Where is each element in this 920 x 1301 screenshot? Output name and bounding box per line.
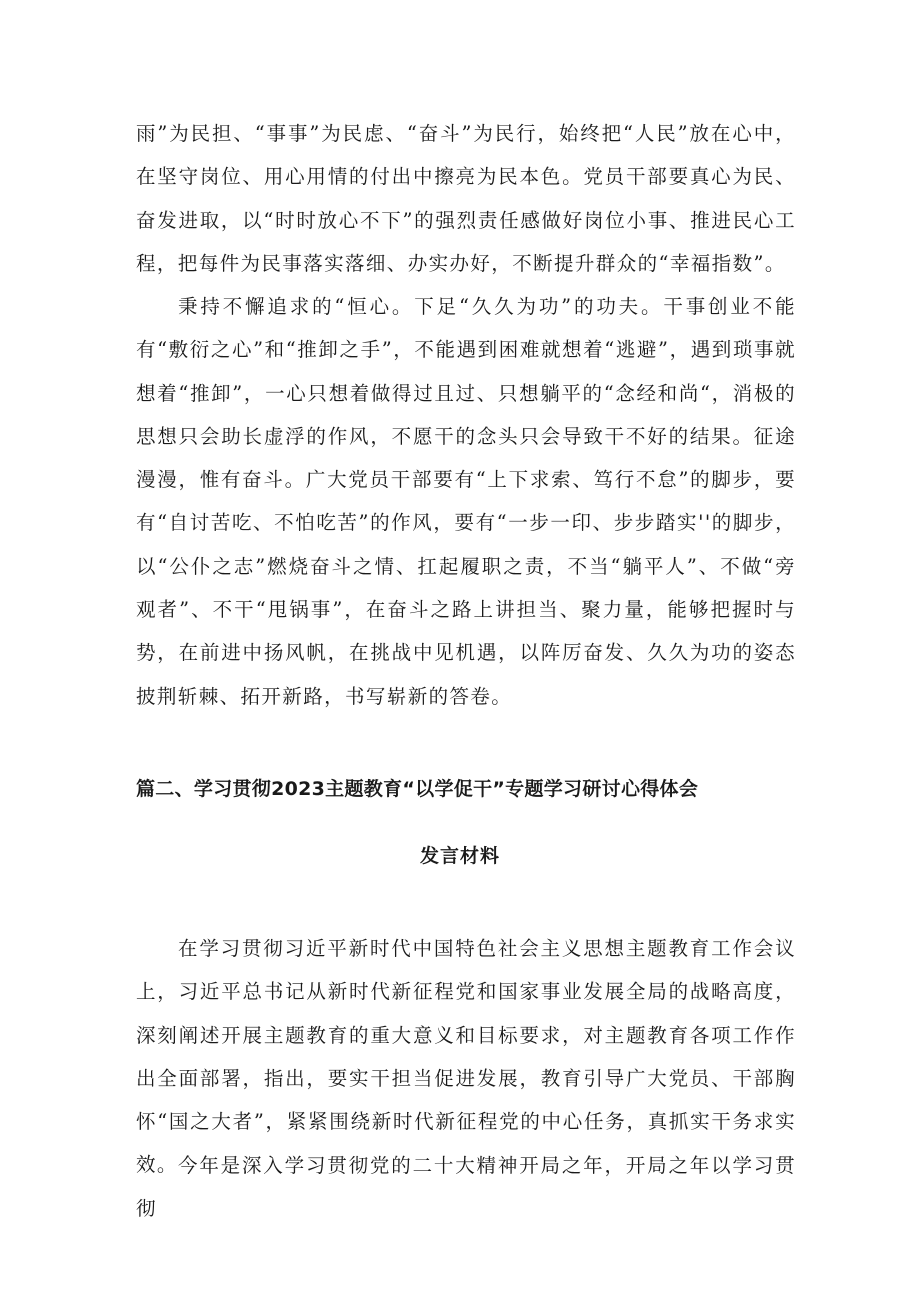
- section-heading-line2: 发言材料: [419, 845, 500, 867]
- section-heading-line1: 篇二、学习贯彻2023主题教育“以学促干”专题学习研讨心得体会: [136, 778, 699, 800]
- paragraph-this-year: 今年是深入学习贯彻党的二十大精神开局之年，开局之年以学习贯彻: [136, 1154, 796, 1221]
- paragraph-continuation: 雨”为民担、“事事”为民虑、“奋斗”为民行，始终把“人民”放在心中，在坚守岗位、用心用情的付出中擦亮为民本色。党员干部要真心为民、奋发进取，以“时时放心不下”的强烈责任感做好岗位小事、推进民心工程，把每件为民事落实落细、办实办好，不断提升群众的“幸福指数”。: [136, 122, 796, 275]
- paragraph-perseverance: 秉持不懈追求的“恒心。下足“久久为功”的功夫。干事创业不能有“敷衍之心”和“推卸之手”，不能遇到困难就想着“逃避”，遇到琐事就想着“推卸”，一心只想着做得过且过、只想躺平的“念经和尚“，消极的思想只会助长虚浮的作风，不愿干的念头只会导致干不好的结果。征途漫漫，惟有奋斗。广大党员干部要有“上下求索、笃行不怠”的脚步，要有“自讨苦吃、不怕吃苦”的作风，要有“一步一印、步步踏实''的脚步，以“公仆之志”燃烧奋斗之情、扛起履职之责，不当“躺平人”、不做“旁观者”、不干“甩锅事”，在奋斗之路上讲担当、聚力量，能够把握时与势，在前进中扬风帆，在挑战中见机遇，以阵厉奋发、久久为功的姿态披荆斩棘、拓开新路，书写崭新的答卷。: [136, 295, 796, 708]
- paragraph-conference: 在学习贯彻习近平新时代中国特色社会主义思想主题教育工作会议上，习近平总书记从新时代新征程党和国家事业发展全局的战略高度，深刻阐述开展主题教育的重大意义和目标要求，对主题教育各项工作作出全面部署，指出，要实干担当促进发展，教育引导广大党员、干部胸怀“国之大者”，紧紧围绕新时代新征程党的中心任务，真抓实干务求实效。: [136, 937, 796, 1177]
